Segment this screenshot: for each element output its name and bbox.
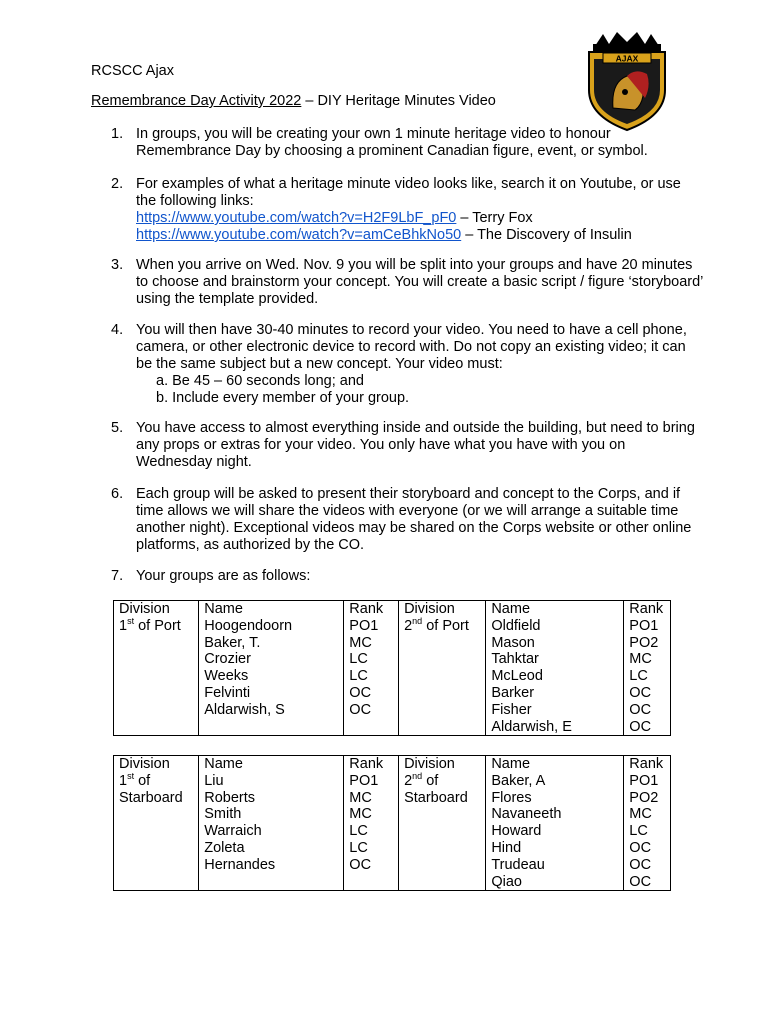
port-groups-table [113, 600, 671, 736]
division-cell: Division 1st of Starboard [114, 756, 199, 891]
division-cell: Division 2nd of Port [399, 601, 486, 736]
crest-label: AJAX [615, 53, 639, 64]
item-text: When you arrive on Wed. Nov. 9 you will be split into your groups and have 20 minutes [136, 257, 693, 273]
item-text: You will then have 30-40 minutes to record your video. You need to have a cell phone, [136, 322, 687, 338]
insulin-link[interactable]: https://www.youtube.com/watch?v=amCeBhkNo50 [136, 227, 462, 243]
item-text: another night). Exceptional videos may be shared on the Corps website or other online [136, 520, 692, 536]
names-cell: Name Baker, A Flores Navaneeth Howard Hind Trudeau Qiao [486, 756, 624, 891]
item-number: 5. [111, 420, 124, 436]
item-number: 1. [111, 126, 124, 142]
item-text: You have access to almost everything inside and outside the building, but need to bring [136, 420, 695, 436]
names-cell: Name Liu Roberts Smith Warraich Zoleta Hernandes [199, 756, 344, 891]
item-number: 7. [111, 568, 124, 584]
names-cell: Name Oldfield Mason Tahktar McLeod Barker Fisher Aldarwish, E [486, 601, 624, 736]
title-rest: – DIY Heritage Minutes Video [301, 93, 496, 109]
ranks-cell: Rank PO1 PO2 MC LC OC OC OC [624, 601, 671, 736]
title-main: Remembrance Day Activity 2022 [91, 93, 302, 109]
item-text: Wednesday night. [136, 454, 252, 470]
item-number: 2. [111, 176, 124, 192]
item-text: platforms, as authorized by the CO. [136, 537, 365, 553]
ranks-cell: Rank PO1 MC LC LC OC OC [344, 601, 399, 736]
terry-fox-link[interactable]: https://www.youtube.com/watch?v=H2F9LbF_pF0 [136, 210, 457, 226]
item-text: In groups, you will be creating your own 1 minute heritage video to honour [136, 126, 611, 142]
item-text: any props or extras for your video. You only have what you have with you on [136, 437, 626, 453]
item-text: to choose and brainstorm your concept. You will create a basic script / figure ‘storyboard’ [136, 274, 704, 290]
item-text: Remembrance Day by choosing a prominent Canadian figure, event, or symbol. [136, 143, 648, 159]
division-cell: Division 2nd of Starboard [399, 756, 486, 891]
item-text: time allows we will share the videos with everyone (or we will arrange a suitable time [136, 503, 679, 519]
item-text: using the template provided. [136, 291, 319, 307]
item-text: Your groups are as follows: [136, 568, 311, 584]
names-cell: Name Hoogendoorn Baker, T. Crozier Weeks Felvinti Aldarwish, S [199, 601, 344, 736]
organization-name: RCSCC Ajax [91, 63, 174, 79]
item-text: camera, or other electronic device to record with. Do not copy an existing video; it can [136, 339, 686, 355]
item-text: the following links: [136, 193, 254, 209]
item-text: For examples of what a heritage minute video looks like, search it on Youtube, or use [136, 176, 681, 192]
item-number: 6. [111, 486, 124, 502]
link-description: – The Discovery of Insulin [461, 227, 632, 243]
ship-crest-icon [583, 32, 671, 132]
sub-item: a. Be 45 – 60 seconds long; and [156, 373, 364, 389]
starboard-groups-table [113, 755, 671, 891]
link-description: – Terry Fox [456, 210, 533, 226]
item-number: 4. [111, 322, 124, 338]
item-number: 3. [111, 257, 124, 273]
ranks-cell: Rank PO1 MC MC LC LC OC [344, 756, 399, 891]
document-title [91, 93, 496, 109]
ranks-cell: Rank PO1 PO2 MC LC OC OC OC [624, 756, 671, 891]
division-cell: Division 1st of Port [114, 601, 199, 736]
item-text: Each group will be asked to present their storyboard and concept to the Corps, and if [136, 486, 681, 502]
sub-item: b. Include every member of your group. [156, 390, 410, 406]
item-text: be the same subject but a new concept. Your video must: [136, 356, 503, 372]
